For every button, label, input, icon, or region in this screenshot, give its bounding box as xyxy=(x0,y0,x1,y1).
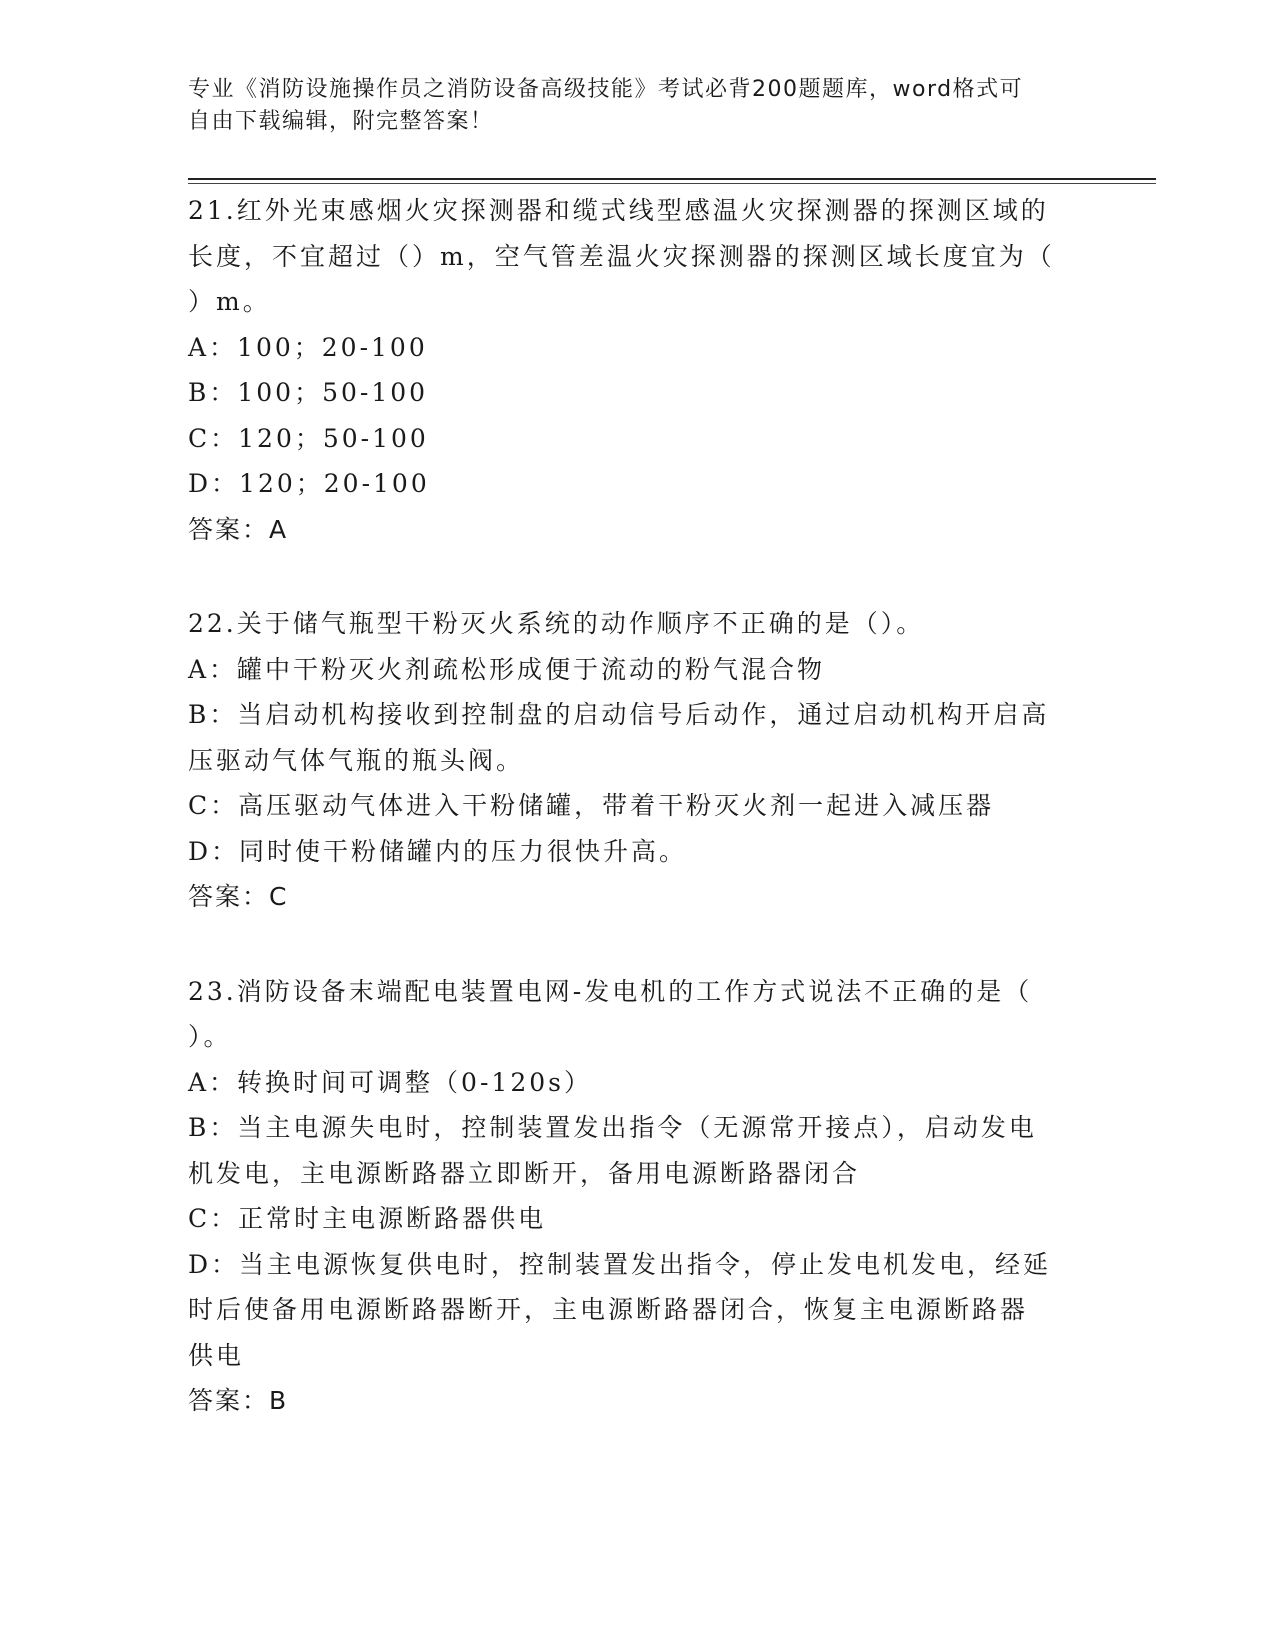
question-22 xyxy=(188,601,1088,920)
option-d: D：120；20-100 xyxy=(188,469,430,498)
option-b: B：当主电源失电时，控制装置发出指令（无源常开接点），启动发电 xyxy=(188,1113,1037,1142)
option-d-continued: 时后使备用电源断路器断开，主电源断路器闭合，恢复主电源断路器 xyxy=(188,1295,1029,1324)
question-text: 长度，不宜超过（）m，空气管差温火灾探测器的探测区域长度宜为（ xyxy=(188,241,1055,271)
option-a: A：转换时间可调整（0-120s） xyxy=(188,1067,592,1097)
header-line: 自由下载编辑，附完整答案！ xyxy=(188,109,494,134)
option-b: B：100；50-100 xyxy=(188,378,429,407)
header-divider-thin xyxy=(188,183,1156,184)
header-line: 专业《消防设施操作员之消防设备高级技能》考试必背200题题库，word格式可 xyxy=(188,77,1024,102)
option-b: B：当启动机构接收到控制盘的启动信号后动作，通过启动机构开启高 xyxy=(188,700,1050,729)
option-b-continued: 机发电，主电源断路器立即断开，备用电源断路器闭合 xyxy=(188,1158,861,1188)
option-d: D：同时使干粉储罐内的压力很快升高。 xyxy=(188,836,688,866)
question-21 xyxy=(188,188,1088,552)
option-d-continued: 供电 xyxy=(188,1340,245,1370)
option-a: A：100；20-100 xyxy=(188,332,428,362)
document-header xyxy=(188,74,1068,138)
question-23 xyxy=(188,969,1088,1424)
option-c: C：120；50-100 xyxy=(188,423,429,453)
option-c: C：正常时主电源断路器供电 xyxy=(188,1204,547,1233)
question-text: 21.红外光束感烟火灾探测器和缆式线型感温火灾探测器的探测区域的 xyxy=(188,196,1049,225)
option-a: A：罐中干粉灭火剂疏松形成便于流动的粉气混合物 xyxy=(188,654,826,684)
answer-line: 答案：A xyxy=(188,514,289,544)
question-text: ）。 xyxy=(188,1022,232,1051)
answer-line: 答案：B xyxy=(188,1386,289,1415)
option-b-continued: 压驱动气体气瓶的瓶头阀。 xyxy=(188,745,525,775)
option-d: D：当主电源恢复供电时，控制装置发出指令，停止发电机发电，经延 xyxy=(188,1249,1052,1279)
question-text: ）m。 xyxy=(188,287,271,316)
question-text: 23.消防设备末端配电装置电网-发电机的工作方式说法不正确的是（ xyxy=(188,976,1033,1006)
question-text: 22.关于储气瓶型干粉灭火系统的动作顺序不正确的是（）。 xyxy=(188,609,925,638)
option-c: C：高压驱动气体进入干粉储罐，带着干粉灭火剂一起进入减压器 xyxy=(188,791,995,820)
header-divider xyxy=(188,178,1156,180)
answer-line: 答案：C xyxy=(188,882,289,911)
question-list xyxy=(188,188,1088,1424)
